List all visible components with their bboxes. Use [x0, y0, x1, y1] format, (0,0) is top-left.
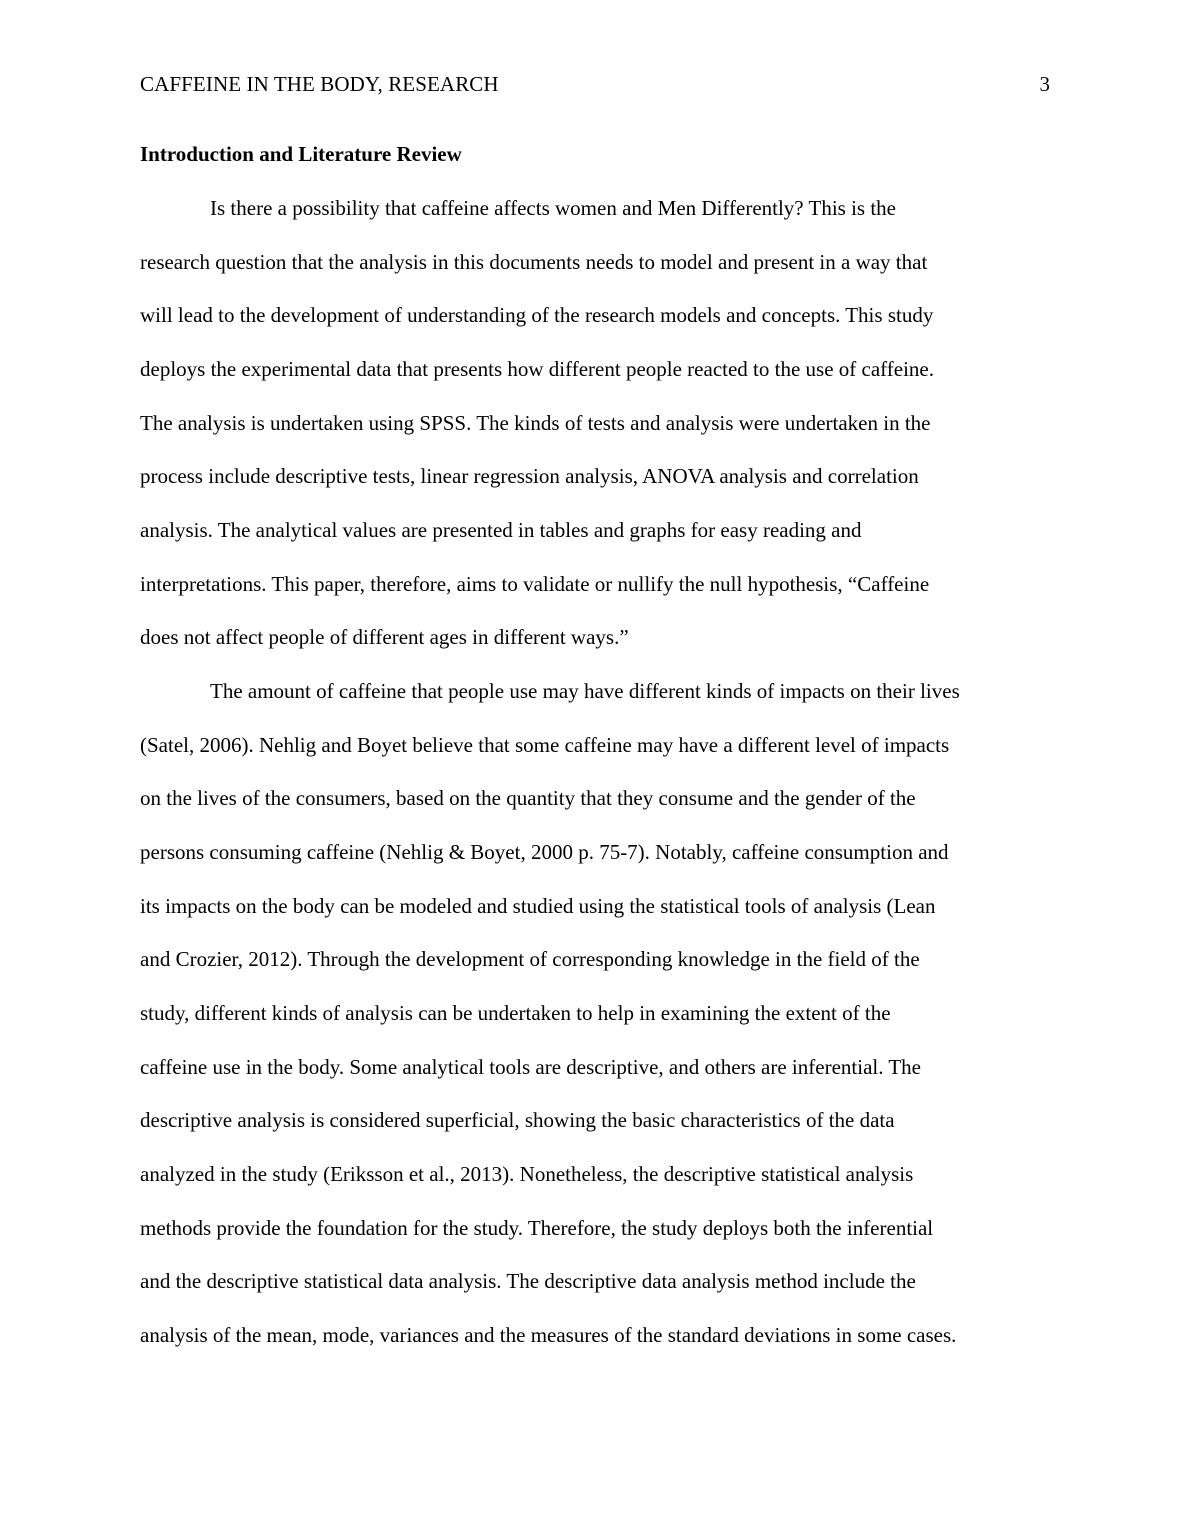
paragraph-1-line-8: interpretations. This paper, therefore, aims to validate or nullify the null hypothesis, “Caffeine	[140, 572, 930, 596]
paragraph-2-line-3: on the lives of the consumers, based on the quantity that they consume and the gender of the	[140, 786, 916, 810]
section-heading: Introduction and Literature Review	[140, 142, 462, 166]
paragraph-2-line-6: and Crozier, 2012). Through the development of corresponding knowledge in the field of the	[140, 947, 920, 971]
paragraph-1-line-3: will lead to the development of understanding of the research models and concepts. This study	[140, 303, 934, 327]
paragraph-2-line-10: analyzed in the study (Eriksson et al., 2013). Nonetheless, the descriptive statistical analysis	[140, 1162, 914, 1186]
page-number: 3	[1039, 72, 1050, 96]
paragraph-2-line-11: methods provide the foundation for the study. Therefore, the study deploys both the inferential	[140, 1216, 934, 1240]
paragraph-1-line-4: deploys the experimental data that presents how different people reacted to the use of caffeine.	[140, 357, 934, 381]
paragraph-1-line-7: analysis. The analytical values are presented in tables and graphs for easy reading and	[140, 518, 862, 542]
paragraph-2-line-5: its impacts on the body can be modeled and studied using the statistical tools of analysis (Lean	[140, 894, 936, 918]
paragraph-2-line-7: study, different kinds of analysis can be undertaken to help in examining the extent of the	[140, 1001, 891, 1025]
paragraph-2-line-4: persons consuming caffeine (Nehlig & Boyet, 2000 p. 75-7). Notably, caffeine consumption and	[140, 840, 949, 864]
running-head: CAFFEINE IN THE BODY, RESEARCH	[140, 72, 499, 96]
paragraph-1-line-5: The analysis is undertaken using SPSS. The kinds of tests and analysis were undertaken in the	[140, 411, 931, 435]
paragraph-2-line-9: descriptive analysis is considered superficial, showing the basic characteristics of the data	[140, 1108, 895, 1132]
paragraph-2-line-2: (Satel, 2006). Nehlig and Boyet believe that some caffeine may have a different level of impacts	[140, 733, 950, 757]
paragraph-2-line-8: caffeine use in the body. Some analytical tools are descriptive, and others are inferential. The	[140, 1055, 921, 1079]
paragraph-2-line-13: analysis of the mean, mode, variances and the measures of the standard deviations in some cases.	[140, 1323, 957, 1347]
paragraph-2-line-12: and the descriptive statistical data analysis. The descriptive data analysis method include the	[140, 1269, 916, 1293]
paragraph-2-line-1: The amount of caffeine that people use may have different kinds of impacts on their lives	[210, 679, 960, 703]
paragraph-1-line-1: Is there a possibility that caffeine affects women and Men Differently? This is the	[210, 196, 896, 220]
paragraph-1-line-9: does not affect people of different ages in different ways.”	[140, 625, 629, 649]
paragraph-1-line-2: research question that the analysis in this documents needs to model and present in a way that	[140, 250, 928, 274]
paragraph-1-line-6: process include descriptive tests, linear regression analysis, ANOVA analysis and correlation	[140, 464, 919, 488]
